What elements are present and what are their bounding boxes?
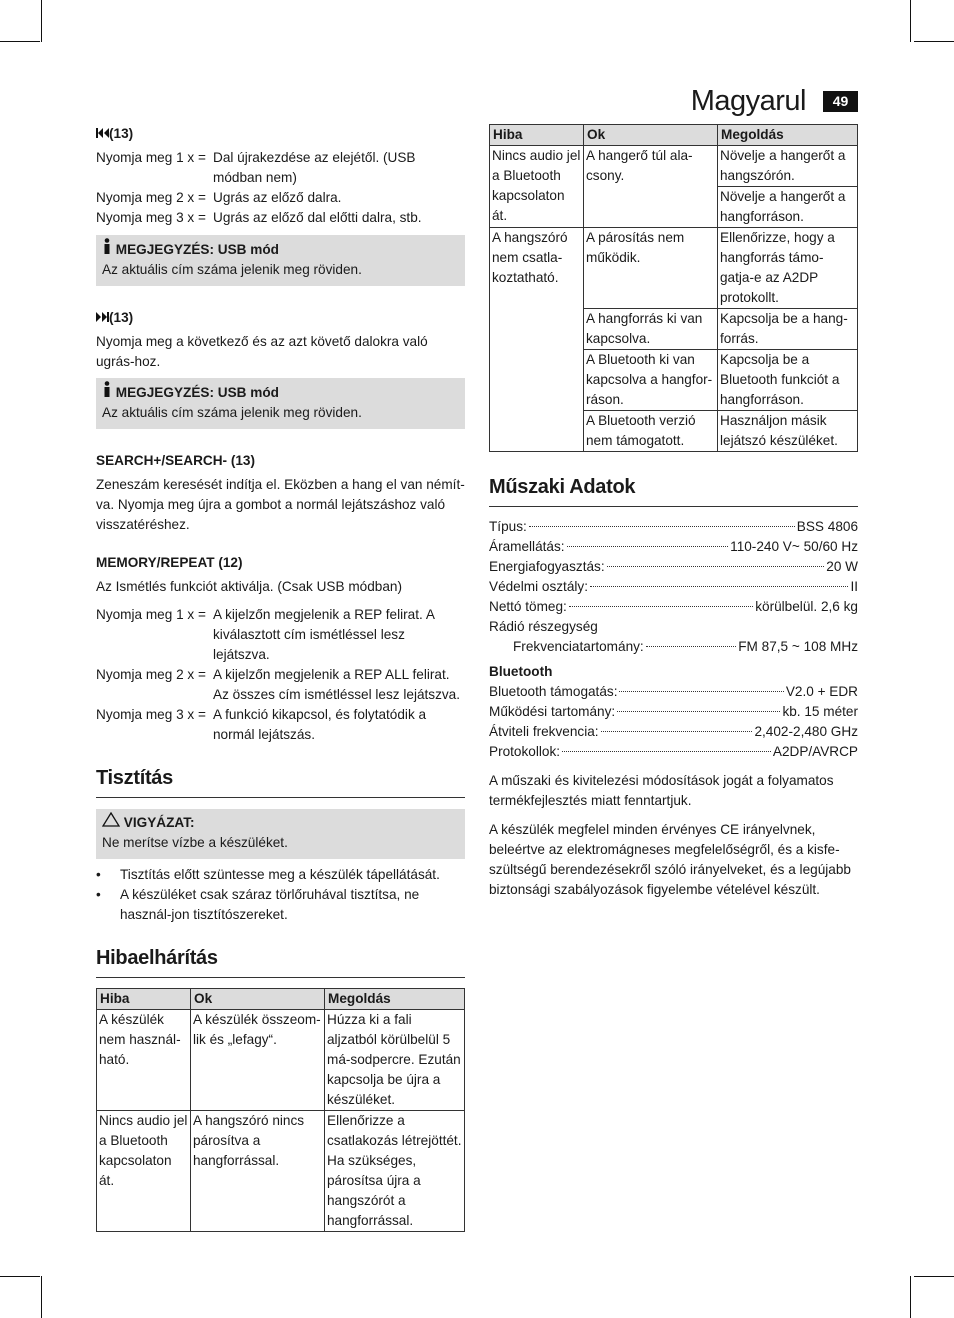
- spec-row: [489, 722, 858, 742]
- spec-value: 2,402-2,480 GHz: [754, 724, 858, 739]
- spec-value: 20 W: [826, 559, 858, 574]
- spec-list: [489, 517, 858, 762]
- spec-row: [489, 637, 858, 657]
- bluetooth-label: Bluetooth: [489, 664, 553, 679]
- note-box: [96, 378, 465, 429]
- next-track-label: (13): [109, 310, 134, 325]
- table-cell: A hangerő túl ala-csony.: [584, 146, 718, 228]
- table-cell: Kapcsolja be a Bluetooth funkciót a hangforráson.: [718, 350, 858, 411]
- press-row: [96, 705, 465, 745]
- spec-row: [489, 702, 858, 722]
- spec-value: A2DP/AVRCP: [772, 744, 858, 759]
- cleaning-list: [96, 865, 465, 925]
- press-action: A kijelzőn megjelenik a REP ALL felirat. Az összes cím ismétléssel lesz lejátszva.: [213, 667, 461, 702]
- memory-text: Az Ismétlés funkciót aktiválja. (Csak USB módban): [96, 579, 402, 594]
- table-cell: A Bluetooth verzió nem támogatott.: [584, 411, 718, 452]
- spec-row: [489, 577, 858, 597]
- press-count: Nyomja meg 2 x =: [96, 667, 206, 682]
- press-count: Nyomja meg 1 x =: [96, 150, 206, 165]
- troubleshooting-table: [96, 988, 465, 1232]
- crop-mark: [914, 41, 954, 42]
- press-count: Nyomja meg 1 x =: [96, 607, 206, 622]
- table-cell: A hangszóró nem csatla-koztatható.: [490, 228, 584, 452]
- spec-value: BSS 4806: [796, 519, 858, 534]
- crop-mark: [41, 0, 42, 42]
- ce-conformity-note: A készülék megfelel minden érvényes CE irányelvnek, beleértve az elektromágneses megfelelőségről, és a kisfe-szültségű berendezésekről szóló irányelveket, és a legújabb biztonsági szabályozások figyelembe vételével készült.: [489, 822, 851, 897]
- spec-label: Protokollok:: [489, 744, 561, 759]
- info-icon: [102, 381, 112, 403]
- note-text: Az aktuális cím száma jelenik meg röviden.: [102, 262, 362, 277]
- skip-forward-icon: [96, 308, 109, 328]
- press-action: Ugrás az előző dal előtti dalra, stb.: [213, 210, 422, 225]
- skip-back-icon: [96, 124, 109, 144]
- spec-row: [489, 517, 858, 537]
- press-row: [96, 188, 465, 208]
- spec-row: [489, 742, 858, 762]
- warning-title-text: VIGYÁZAT:: [123, 815, 195, 830]
- memory-heading: MEMORY/REPEAT (12): [96, 555, 243, 570]
- troubleshooting-table-continued: [489, 124, 858, 452]
- cleaning-heading: Tisztítás: [96, 765, 465, 798]
- spec-value: 110-240 V~ 50/60 Hz: [730, 539, 858, 554]
- column-header: Hiba: [490, 125, 584, 146]
- column-header: Megoldás: [718, 125, 858, 146]
- note-text: Az aktuális cím száma jelenik meg röviden.: [102, 405, 362, 420]
- note-box: [96, 235, 465, 286]
- table-cell: Ellenőrizze, hogy a hangforrás támo-gatja-e az A2DP protokollt.: [718, 228, 858, 309]
- spec-row: [489, 537, 858, 557]
- page-title: Magyarul: [690, 85, 806, 117]
- spec-value: kb. 15 méter: [782, 704, 858, 719]
- press-action: Dal újrakezdése az elejétől. (USB módban nem): [213, 150, 416, 185]
- note-title-text: MEGJEGYZÉS: USB mód: [115, 385, 279, 400]
- note-title: [102, 381, 459, 403]
- spec-value: körülbelül. 2,6 kg: [755, 599, 858, 614]
- spec-label: Áramellátás:: [489, 539, 565, 554]
- list-item: • A készüléket csak száraz törlőruhával tisztítsa, ne használ-jon tisztítószereket.: [96, 885, 465, 925]
- spec-label: Bluetooth támogatás:: [489, 684, 618, 699]
- spec-value: II: [850, 579, 858, 594]
- crop-mark: [914, 1276, 954, 1277]
- spec-label: Frekvenciatartomány:: [513, 639, 644, 654]
- press-row: [96, 665, 465, 705]
- crop-mark: [0, 1276, 40, 1277]
- column-header: Hiba: [97, 989, 191, 1010]
- table-cell: A hangforrás ki van kapcsolva.: [584, 309, 718, 350]
- spec-value: V2.0 + EDR: [785, 684, 858, 699]
- column-header: Ok: [191, 989, 325, 1010]
- press-row: [96, 148, 465, 188]
- table-cell: A párosítás nem működik.: [584, 228, 718, 309]
- search-heading: SEARCH+/SEARCH- (13): [96, 453, 255, 468]
- table-cell: Nincs audio jel a Bluetooth kapcsolaton át.: [490, 146, 584, 228]
- table-cell: Húzza ki a fali aljzatból körülbelül 5 má-sodpercre. Ezután kapcsolja be újra a készüléket.: [325, 1010, 465, 1111]
- note-title-text: MEGJEGYZÉS: USB mód: [115, 242, 279, 257]
- table-cell: Növelje a hangerőt a hangszórón.: [718, 146, 858, 187]
- list-item: • Tisztítás előtt szüntesse meg a készülék tápellátását.: [96, 865, 465, 885]
- press-count: Nyomja meg 3 x =: [96, 210, 206, 225]
- table-cell: A készülék összeom-lik és „lefagy“.: [191, 1010, 325, 1111]
- page-number: 49: [823, 91, 858, 112]
- spec-label: Típus:: [489, 519, 527, 534]
- prev-track-heading: [96, 124, 465, 144]
- table-cell: Kapcsolja be a hang-forrás.: [718, 309, 858, 350]
- spec-label: Működési tartomány:: [489, 704, 616, 719]
- press-action: Ugrás az előző dalra.: [213, 190, 342, 205]
- crop-mark: [0, 41, 40, 42]
- warning-box: [96, 809, 465, 859]
- press-count: Nyomja meg 2 x =: [96, 190, 206, 205]
- table-header-row: [97, 989, 465, 1010]
- left-column: [96, 124, 465, 1232]
- table-row: [97, 1010, 465, 1111]
- spec-label: Átviteli frekvencia:: [489, 724, 599, 739]
- spec-row: [489, 557, 858, 577]
- table-cell: Növelje a hangerőt a hangforráson.: [718, 187, 858, 228]
- press-row: [96, 208, 465, 228]
- warning-text: Ne merítse vízbe a készüléket.: [102, 835, 288, 850]
- radio-label: Rádió részegység: [489, 619, 598, 634]
- column-header: Megoldás: [325, 989, 465, 1010]
- spec-row: [489, 682, 858, 702]
- press-row: [96, 605, 465, 665]
- table-cell: A hangszóró nincs párosítva a hangforrással.: [191, 1111, 325, 1232]
- crop-mark: [41, 1276, 42, 1318]
- press-action: A funkció kikapcsol, és folytatódik a normál lejátszás.: [213, 707, 427, 742]
- table-cell: A Bluetooth ki van kapcsolva a hangfor-ráson.: [584, 350, 718, 411]
- crop-mark: [910, 0, 911, 42]
- warning-icon: [102, 812, 120, 833]
- right-column: [489, 124, 858, 900]
- table-cell: Ellenőrizze a csatlakozás létrejöttét. Ha szükséges, párosítsa újra a hangszórót a hangforrással.: [325, 1111, 465, 1232]
- note-title: [102, 238, 459, 260]
- modification-note: A műszaki és kivitelezési módosítások jogát a folyamatos termékfejlesztés miatt fenntartjuk.: [489, 773, 834, 808]
- spec-row: [489, 597, 858, 617]
- troubleshooting-heading: Hibaelhárítás: [96, 945, 465, 978]
- table-cell: A készülék nem használ-ható.: [97, 1010, 191, 1111]
- search-text: Zeneszám keresését indítja el. Eközben a hang el van némít-va. Nyomja meg újra a gombot a normál lejátszáshoz való visszatéréshez.: [96, 477, 465, 532]
- press-count: Nyomja meg 3 x =: [96, 707, 206, 722]
- press-action: A kijelzőn megjelenik a REP felirat. A kiválasztott cím ismétléssel lesz lejátszva.: [213, 607, 435, 662]
- next-track-heading: [96, 308, 465, 328]
- next-track-text: Nyomja meg a következő és az azt követő dalokra való ugrás-hoz.: [96, 334, 428, 369]
- table-row: [490, 146, 858, 187]
- spec-label: Védelmi osztály:: [489, 579, 588, 594]
- info-icon: [102, 238, 112, 260]
- crop-mark: [910, 1276, 911, 1318]
- tech-data-heading: Műszaki Adatok: [489, 474, 858, 507]
- table-cell: Használjon másik lejátszó készüléket.: [718, 411, 858, 452]
- warning-title: [102, 812, 459, 833]
- spec-label: Energiafogyasztás:: [489, 559, 605, 574]
- table-row: [490, 228, 858, 309]
- table-cell: Nincs audio jel a Bluetooth kapcsolaton át.: [97, 1111, 191, 1232]
- spec-label: Nettó tömeg:: [489, 599, 567, 614]
- table-header-row: [490, 125, 858, 146]
- column-header: Ok: [584, 125, 718, 146]
- prev-track-label: (13): [109, 126, 134, 141]
- spec-value: FM 87,5 ~ 108 MHz: [738, 639, 858, 654]
- table-row: [97, 1111, 465, 1232]
